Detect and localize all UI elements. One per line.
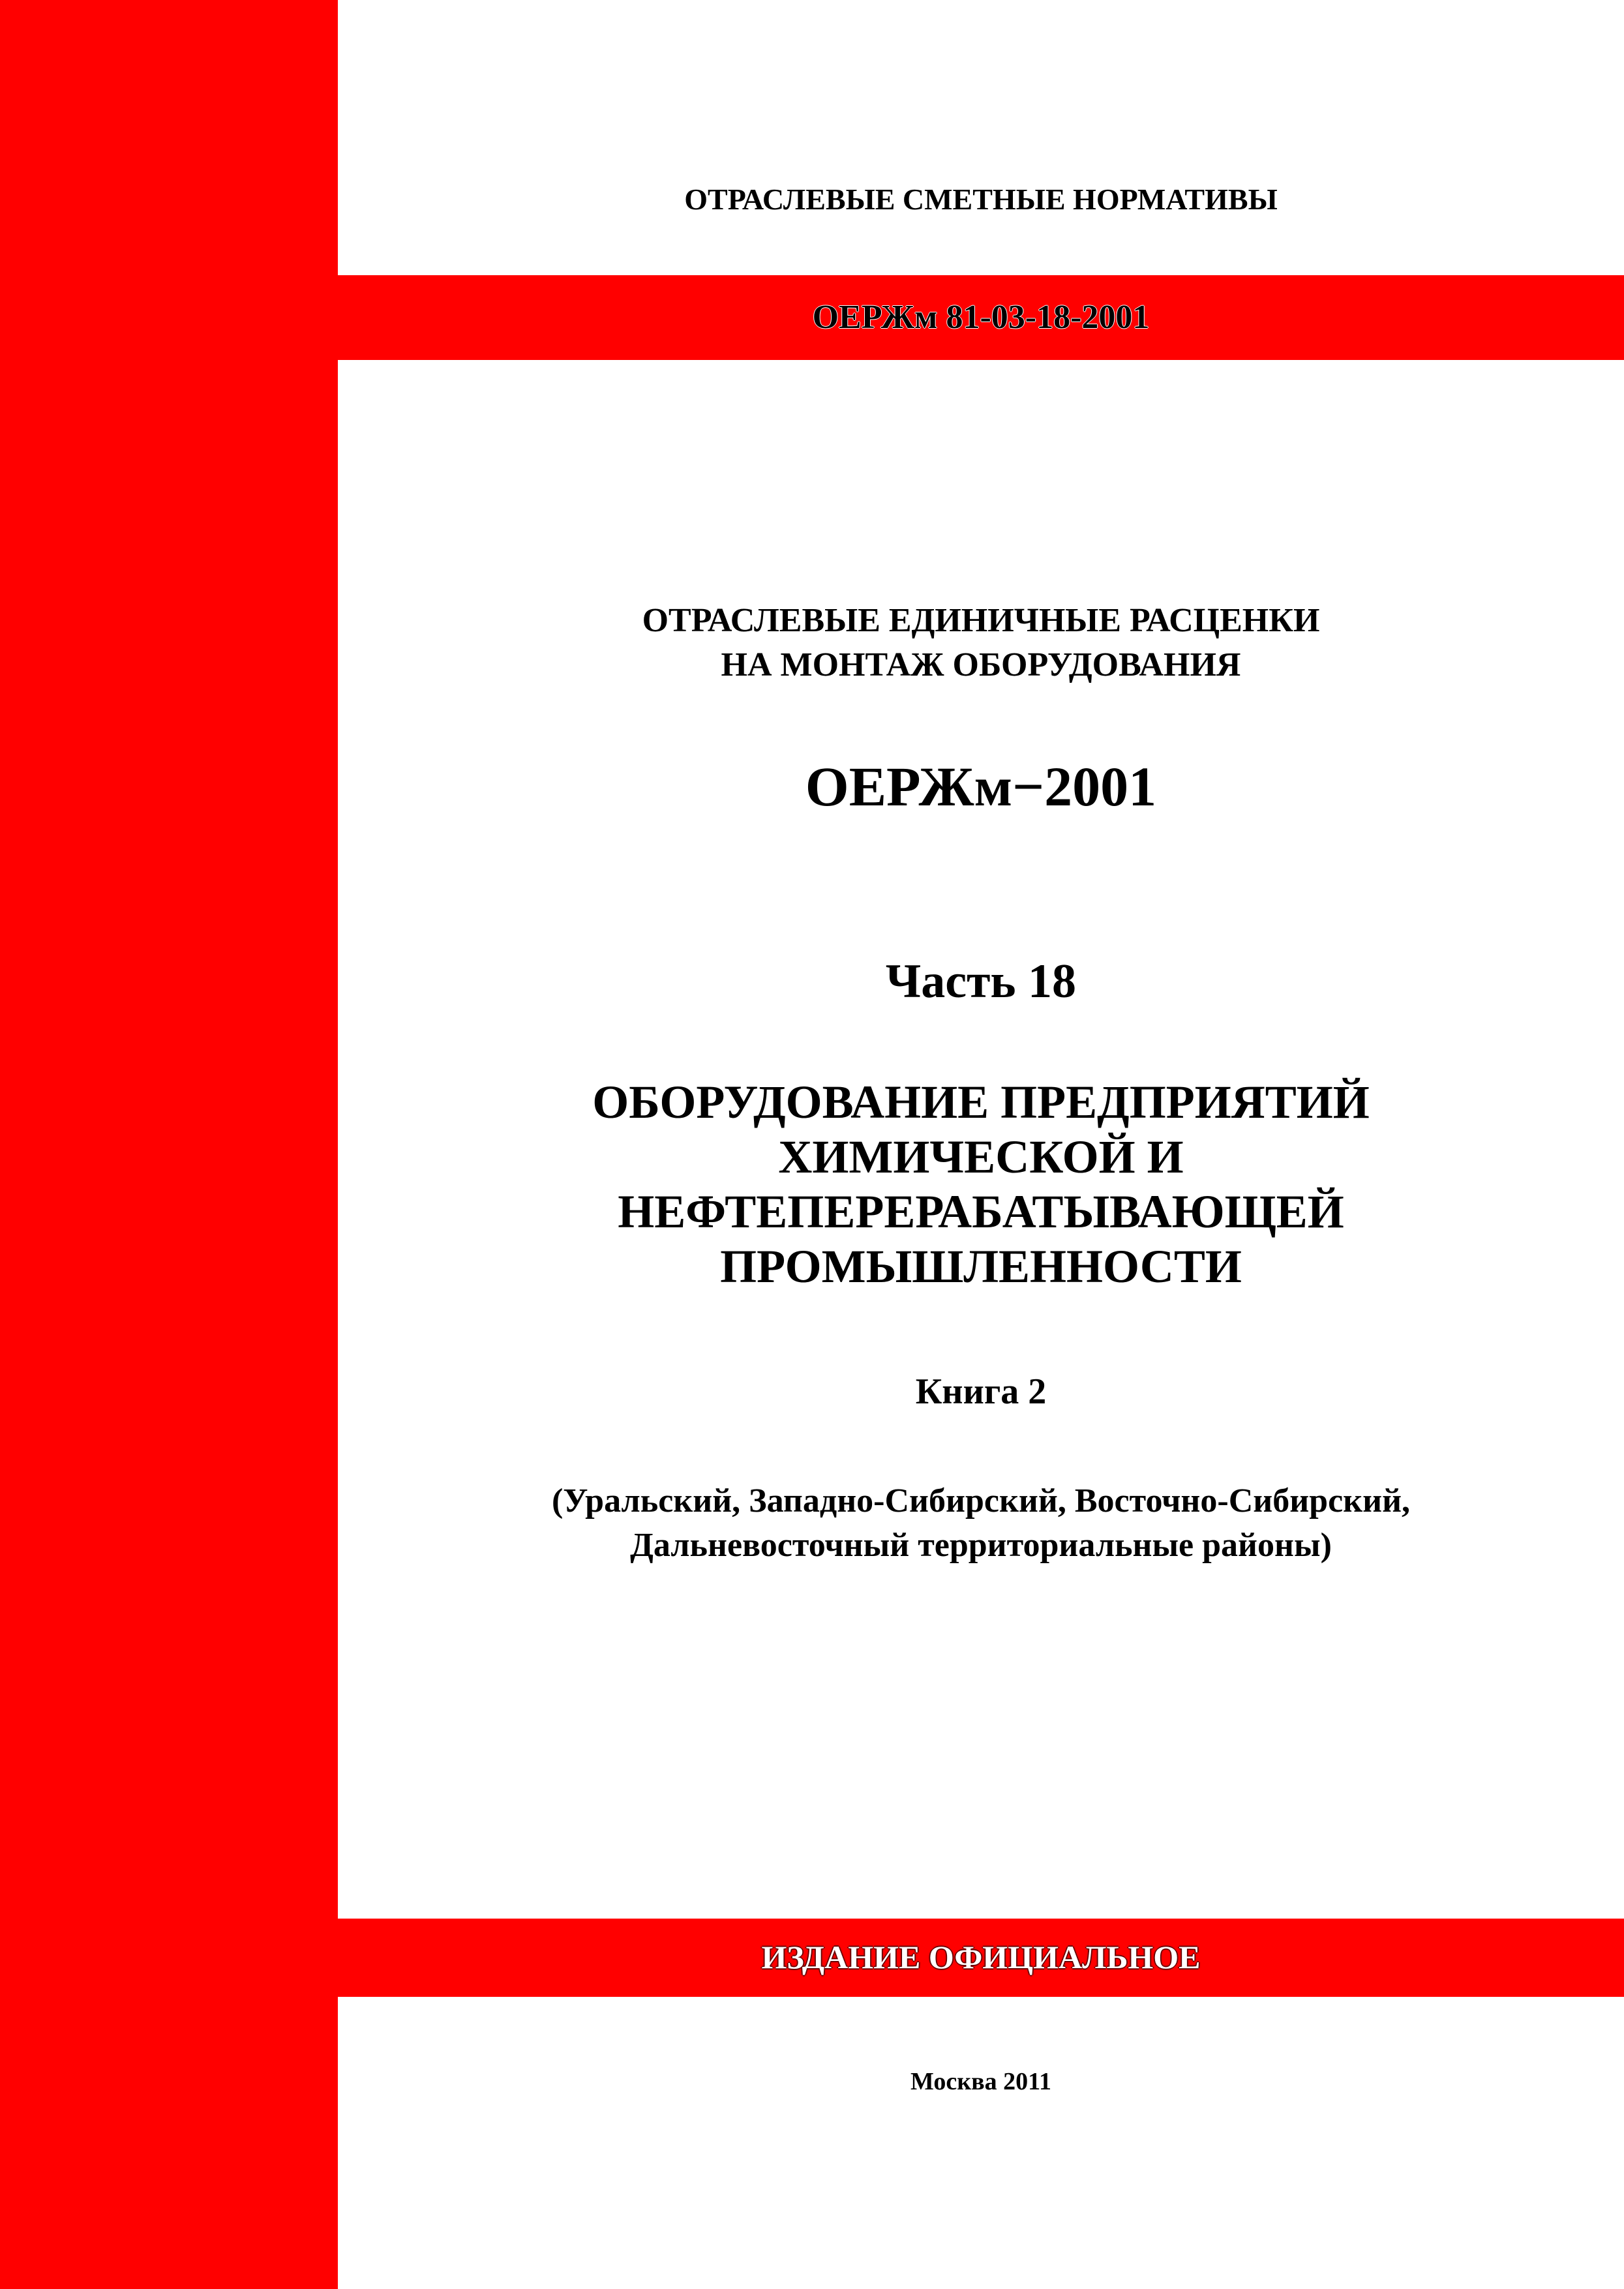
regions-note (338, 1479, 1624, 1568)
section-title-line-3: НЕФТЕПЕРЕРАБАТЫВАЮЩЕЙ (618, 1186, 1344, 1238)
series-title: ОТРАСЛЕВЫЕ СМЕТНЫЕ НОРМАТИВЫ (684, 183, 1278, 216)
section-title-line-1: ОБОРУДОВАНИЕ ПРЕДПРИЯТИЙ (592, 1076, 1370, 1128)
subtitle-line-1: ОТРАСЛЕВЫЕ ЕДИНИЧНЫЕ РАСЦЕНКИ (642, 602, 1320, 639)
standard-code: ОЕРЖм 81-03-18-2001 (812, 299, 1150, 336)
regions-line-1: (Уральский, Западно-Сибирский, Восточно-Сибирский, (551, 1482, 1411, 1519)
section-title-line-4: ПРОМЫШЛЕННОСТИ (720, 1240, 1242, 1293)
imprint: Москва 2011 (910, 2068, 1052, 2095)
part-label: Часть 18 (885, 955, 1077, 1008)
subtitle (338, 599, 1624, 687)
edition-label: ИЗДАНИЕ ОФИЦИАЛЬНОЕ (761, 1939, 1201, 1975)
subtitle-line-2: НА МОНТАЖ ОБОРУДОВАНИЯ (721, 646, 1241, 683)
section-title-line-2: ХИМИЧЕСКОЙ И (778, 1131, 1184, 1183)
regions-line-2: Дальневосточный территориальные районы) (630, 1527, 1332, 1564)
main-code: ОЕРЖм−2001 (805, 755, 1157, 818)
section-title (338, 1075, 1624, 1294)
book-label: Книга 2 (915, 1371, 1047, 1412)
